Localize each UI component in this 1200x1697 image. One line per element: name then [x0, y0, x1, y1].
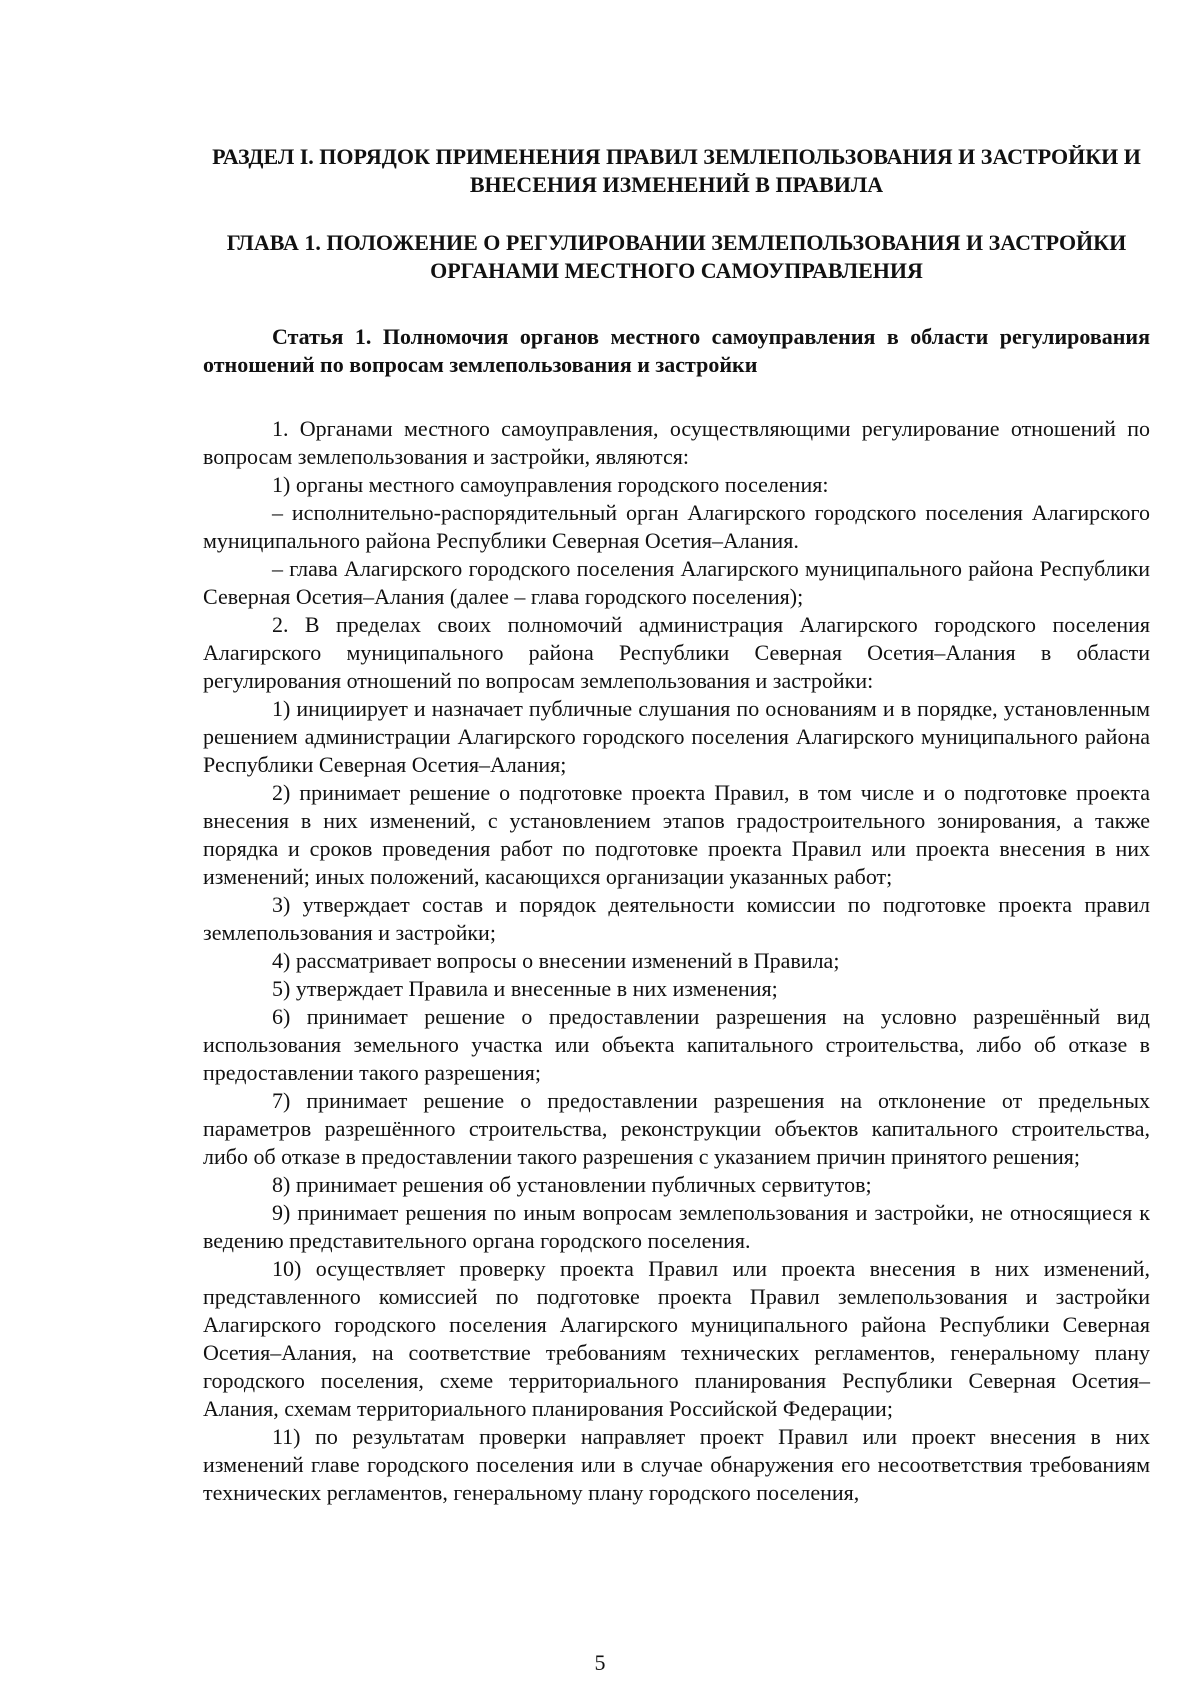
page-content — [203, 143, 1150, 1507]
paragraph: 10) осуществляет проверку проекта Правил или проекта внесения в них изменений, представленного комиссией по подготовке проекта Правил землепользования и застройки Алагирского городского поселения Алагирского муниципального района Республики Северная Осетия–Алания, на соответствие требованиям технических регламентов, генеральному плану городского поселения, схеме территориального планирования Республики Северная Осетия–Алания, схемам территориального планирования Российской Федерации; — [203, 1256, 1150, 1421]
paragraph: 2) принимает решение о подготовке проекта Правил, в том числе и о подготовке проекта внесения в них изменений, с установлением этапов градостроительного зонирования, а также порядка и сроков проведения работ по подготовке проекта Правил или проекта внесения в них изменений; иных положений, касающихся организации указанных работ; — [203, 780, 1150, 889]
paragraph: 2. В пределах своих полномочий администрация Алагирского городского поселения Алагирского муниципального района Республики Северная Осетия–Алания в области регулирования отношений по вопросам землепользования и застройки: — [203, 612, 1150, 693]
article-title: Статья 1. Полномочия органов местного самоуправления в области регулирования отношений по вопросам землепользования и застройки — [203, 324, 1150, 377]
paragraph: 5) утверждает Правила и внесенные в них изменения; — [272, 976, 778, 1001]
chapter-heading: ГЛАВА 1. ПОЛОЖЕНИЕ О РЕГУЛИРОВАНИИ ЗЕМЛЕПОЛЬЗОВАНИЯ И ЗАСТРОЙКИ ОРГАНАМИ МЕСТНОГО САМОУПРАВЛЕНИЯ — [226, 230, 1127, 283]
paragraph: 1) инициирует и назначает публичные слушания по основаниям и в порядке, установленным решением администрации Алагирского городского поселения Алагирского муниципального района Республики Северная Осетия–Алания; — [203, 696, 1150, 777]
paragraph: 6) принимает решение о предоставлении разрешения на условно разрешённый вид использования земельного участка или объекта капитального строительства, либо об отказе в предоставлении такого разрешения; — [203, 1004, 1150, 1085]
paragraph: – глава Алагирского городского поселения Алагирского муниципального района Республики Северная Осетия–Алания (далее – глава городского поселения); — [203, 556, 1150, 609]
paragraph: 11) по результатам проверки направляет проект Правил или проект внесения в них изменений главе городского поселения или в случае обнаружения его несоответствия требованиям технических регламентов, генеральному плану городского поселения, — [203, 1424, 1150, 1505]
paragraph: 3) утверждает состав и порядок деятельности комиссии по подготовке проекта правил землепользования и застройки; — [203, 892, 1150, 945]
paragraph: 7) принимает решение о предоставлении разрешения на отклонение от предельных параметров разрешённого строительства, реконструкции объектов капитального строительства, либо об отказе в предоставлении такого разрешения с указанием причин принятого решения; — [203, 1088, 1150, 1169]
paragraph: 4) рассматривает вопросы о внесении изменений в Правила; — [272, 948, 840, 973]
section-heading: РАЗДЕЛ I. ПОРЯДОК ПРИМЕНЕНИЯ ПРАВИЛ ЗЕМЛЕПОЛЬЗОВАНИЯ И ЗАСТРОЙКИ И ВНЕСЕНИЯ ИЗМЕНЕНИЙ В ПРАВИЛА — [212, 144, 1141, 197]
paragraph: – исполнительно-распорядительный орган Алагирского городского поселения Алагирского муниципального района Республики Северная Осетия–Алания. — [203, 500, 1150, 553]
paragraph: 1. Органами местного самоуправления, осуществляющими регулирование отношений по вопросам землепользования и застройки, являются: — [203, 416, 1150, 469]
paragraph: 8) принимает решения об установлении публичных сервитутов; — [272, 1172, 872, 1197]
paragraph: 1) органы местного самоуправления городского поселения: — [272, 472, 829, 497]
paragraph: 9) принимает решения по иным вопросам землепользования и застройки, не относящиеся к ведению представительного органа городского поселения. — [203, 1200, 1150, 1253]
page-number: 5 — [594, 1650, 606, 1675]
